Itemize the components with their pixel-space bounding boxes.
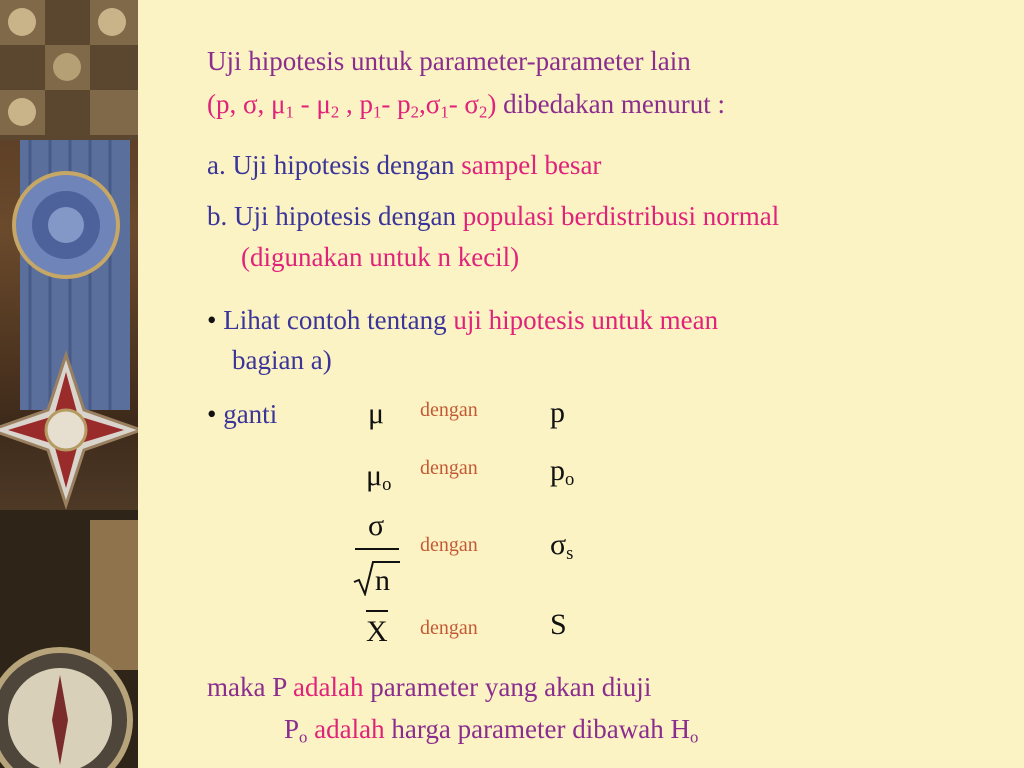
item-a-highlight: sampel besar — [461, 150, 602, 180]
conclusion-po: $P_o$ — [284, 714, 308, 747]
bullet1-highlight: uji hipotesis untuk mean — [453, 305, 719, 335]
row3-numerator-sigma: σ — [368, 509, 385, 542]
row3-dengan: dengan — [420, 534, 478, 556]
row4-to-symbol: S — [550, 608, 567, 641]
bullet-dot: • — [207, 305, 217, 335]
conclusion-line1 — [207, 674, 651, 701]
bullet-dot: • — [207, 399, 217, 429]
conclusion-rest: parameter yang akan diuji — [363, 672, 652, 702]
item-b-prefix: b. Uji hipotesis dengan — [207, 201, 463, 231]
row2-to-symbol: $p_o$ — [550, 454, 575, 491]
item-a-prefix: a. Uji hipotesis dengan — [207, 150, 462, 180]
row1-dengan: dengan — [420, 399, 478, 421]
conclusion-maka: maka P — [207, 672, 293, 702]
conclusion-adalah: adalah — [292, 672, 364, 702]
conclusion-line2 — [284, 714, 699, 747]
replace-label-text: ganti — [216, 399, 278, 429]
item-a — [207, 152, 601, 179]
bullet-see-example — [207, 307, 718, 334]
item-b-highlight: populasi berdistribusi normal — [462, 201, 780, 231]
row4-from-symbol: X — [366, 615, 388, 648]
row3-to-symbol: $\sigma_s$ — [550, 528, 574, 565]
row2-dengan: dengan — [420, 457, 478, 479]
heading-line1: Uji hipotesis untuk parameter-parameter lain — [207, 46, 691, 76]
conclusion2-adalah: adalah — [307, 714, 385, 744]
bullet1-line2: bagian a) — [232, 345, 332, 375]
bullet1-prefix: Lihat contoh tentang — [216, 305, 454, 335]
row1-to-symbol: p — [550, 396, 565, 429]
row3-denominator-n: n — [375, 564, 390, 597]
row2-from-symbol: $\mu_o$ — [366, 459, 392, 496]
heading-line2-tail: dibedakan menurut : — [496, 89, 726, 119]
item-b — [207, 203, 779, 230]
row4-dengan: dengan — [420, 617, 478, 639]
conclusion2-rest: harga parameter dibawah $H_o$ — [384, 714, 699, 747]
row1-from-symbol: μ — [368, 397, 385, 430]
replace-label — [207, 401, 277, 428]
xbar-overline — [366, 610, 388, 612]
item-b-line2: (digunakan untuk n kecil) — [241, 242, 520, 272]
parameter-list: (p, σ, $\mu_1 - \mu_2$ , $p_1-$ $p_2,\sigma_1-$ $\sigma_2$) — [207, 89, 497, 122]
fraction-bar — [355, 548, 399, 550]
heading-line2 — [207, 89, 726, 122]
